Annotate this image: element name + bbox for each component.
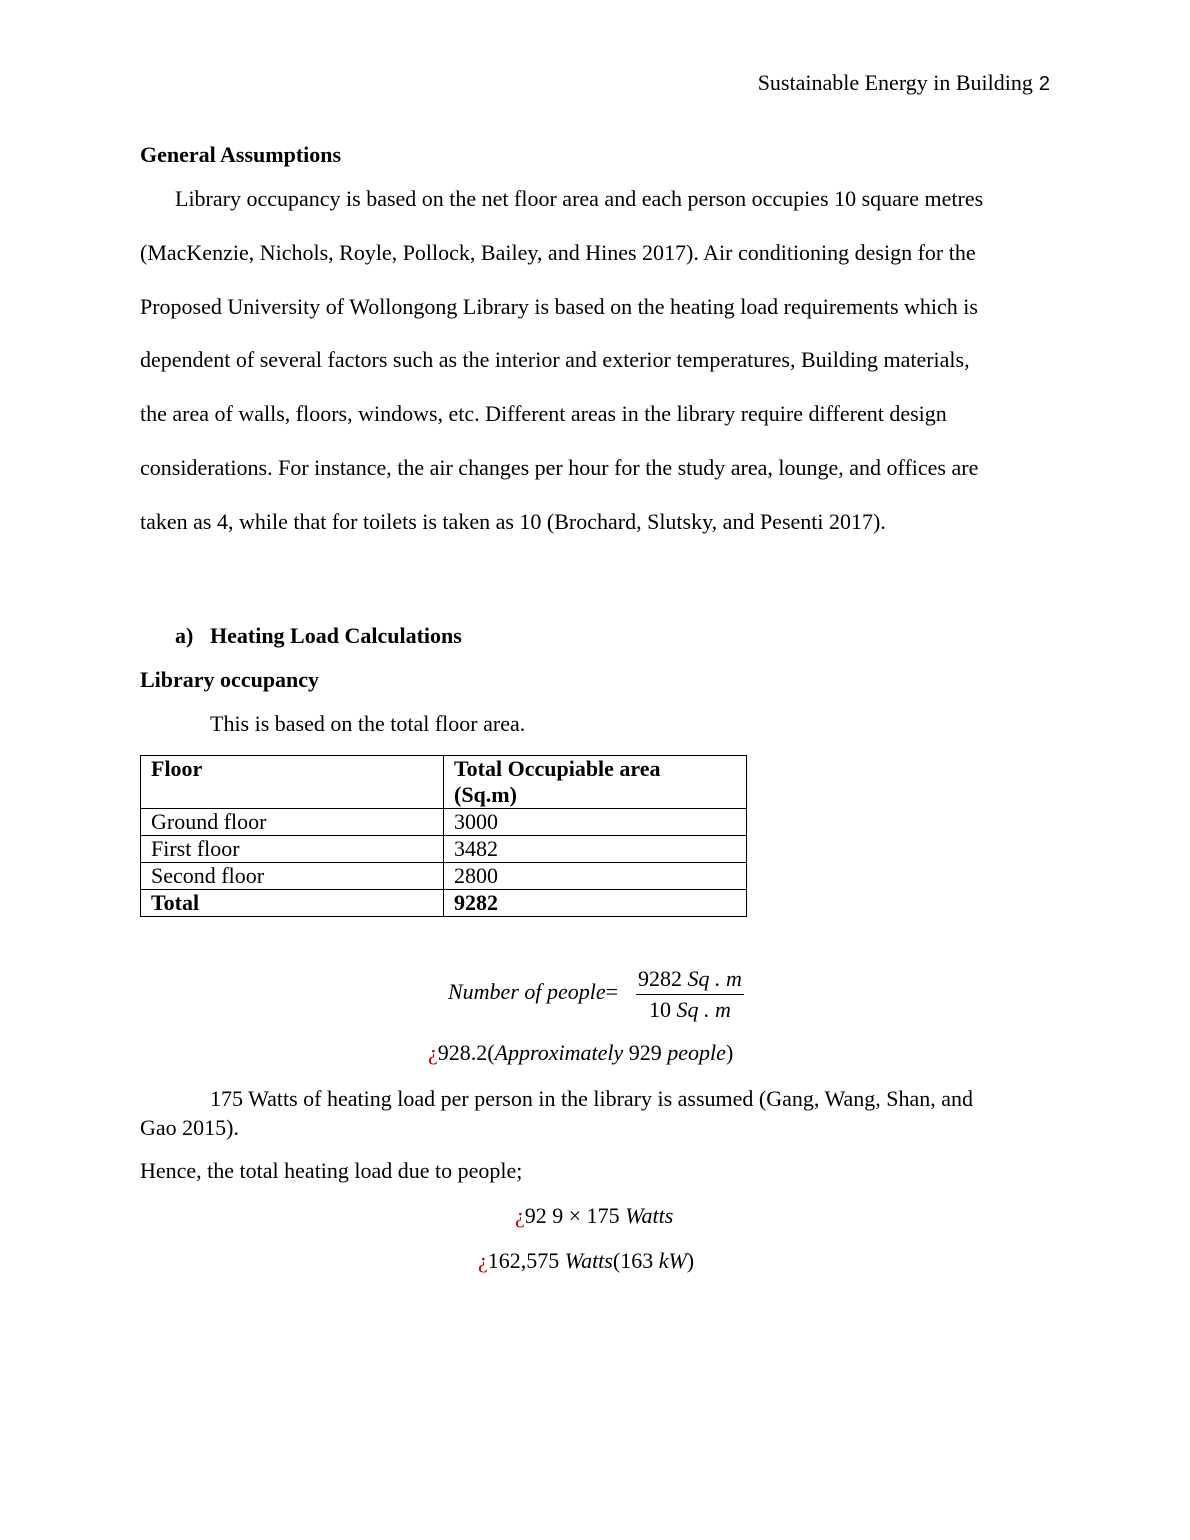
eq1-equals: = bbox=[605, 979, 619, 1004]
floor-cell: First floor bbox=[141, 836, 444, 863]
eq1-den-unit: Sq . m bbox=[676, 997, 731, 1022]
floor-cell: Ground floor bbox=[141, 809, 444, 836]
area-cell: 3482 bbox=[444, 836, 747, 863]
heating-assumption-line1: 175 Watts of heating load per person in the library is assumed (Gang, Wang, Shan, and bbox=[210, 1086, 974, 1111]
paragraph-line: Library occupancy is based on the net floor area and each person occupies 10 square metres bbox=[175, 186, 984, 211]
eq1-den-value: 10 bbox=[649, 997, 672, 1022]
running-title: Sustainable Energy in Building bbox=[757, 70, 1033, 95]
table-total-row bbox=[141, 890, 747, 917]
eq4-open-paren: ( bbox=[612, 1248, 621, 1273]
section-a-label: a) bbox=[175, 623, 194, 648]
eq4-marker: ¿ bbox=[478, 1248, 488, 1273]
occupancy-intro: This is based on the total floor area. bbox=[210, 711, 526, 736]
floor-area-table bbox=[140, 755, 747, 917]
paragraph-line: taken as 4, while that for toilets is taken as 10 (Brochard, Slutsky, and Pesenti 2017). bbox=[140, 509, 886, 534]
eq2-open-paren: ( bbox=[487, 1040, 495, 1065]
header-floor: Floor bbox=[141, 756, 444, 809]
eq2-close-paren: ) bbox=[725, 1040, 734, 1065]
eq3-value: 92 9 × 175 bbox=[524, 1203, 620, 1228]
eq3-marker: ¿ bbox=[515, 1203, 525, 1228]
general-assumptions-heading: General Assumptions bbox=[140, 142, 342, 167]
paragraph-line: (MacKenzie, Nichols, Royle, Pollock, Bailey, and Hines 2017). Air conditioning design for the bbox=[140, 240, 976, 265]
total-label-cell: Total bbox=[141, 890, 444, 917]
eq4-close-paren: ) bbox=[686, 1248, 695, 1273]
eq4-value: 162,575 bbox=[487, 1248, 560, 1273]
eq4-kw-unit: kW bbox=[658, 1248, 687, 1273]
eq1-numerator bbox=[636, 966, 744, 995]
section-a-heading: Heating Load Calculations bbox=[210, 623, 462, 648]
eq1-denominator bbox=[636, 995, 744, 1023]
total-value-cell: 9282 bbox=[444, 890, 747, 917]
floor-cell: Second floor bbox=[141, 863, 444, 890]
area-cell: 2800 bbox=[444, 863, 747, 890]
hence-text: Hence, the total heating load due to people; bbox=[140, 1158, 523, 1183]
header-area-line1: Total Occupiable area bbox=[454, 756, 661, 781]
heating-assumption-line2: Gao 2015). bbox=[140, 1115, 239, 1140]
header-area-line2: (Sq.m) bbox=[454, 782, 517, 807]
paragraph-line: considerations. For instance, the air changes per hour for the study area, lounge, and offices are bbox=[140, 455, 979, 480]
eq2-marker: ¿ bbox=[428, 1040, 438, 1065]
eq4-kw-value: 163 bbox=[620, 1248, 654, 1273]
equation-load-product bbox=[515, 1203, 673, 1229]
eq1-num-unit: Sq . m bbox=[687, 966, 742, 991]
equation-load-result bbox=[478, 1248, 694, 1274]
equation-people-result bbox=[428, 1040, 733, 1066]
area-cell: 3000 bbox=[444, 809, 747, 836]
eq2-unit: people bbox=[667, 1040, 726, 1065]
eq3-unit: Watts bbox=[625, 1203, 674, 1228]
table-row bbox=[141, 809, 747, 836]
table-header-row bbox=[141, 756, 747, 809]
library-occupancy-heading: Library occupancy bbox=[140, 667, 320, 692]
equation-people-fraction bbox=[636, 966, 744, 1023]
header-area bbox=[444, 756, 747, 809]
running-header bbox=[758, 70, 1050, 96]
paragraph-line: dependent of several factors such as the interior and exterior temperatures, Building materials, bbox=[140, 347, 970, 372]
eq2-value: 928.2 bbox=[437, 1040, 488, 1065]
table-row bbox=[141, 863, 747, 890]
page-number: 2 bbox=[1038, 73, 1050, 95]
eq1-num-value: 9282 bbox=[638, 966, 683, 991]
table-row bbox=[141, 836, 747, 863]
paragraph-line: Proposed University of Wollongong Library is based on the heating load requirements which is bbox=[140, 294, 978, 319]
eq4-unit: Watts bbox=[564, 1248, 613, 1273]
eq2-count: 929 bbox=[628, 1040, 662, 1065]
eq2-word: Approximately bbox=[494, 1040, 624, 1065]
equation-people-lhs bbox=[448, 979, 618, 1005]
eq1-lhs: Number of people bbox=[448, 979, 606, 1004]
paragraph-line: the area of walls, floors, windows, etc. Different areas in the library require different design bbox=[140, 401, 947, 426]
